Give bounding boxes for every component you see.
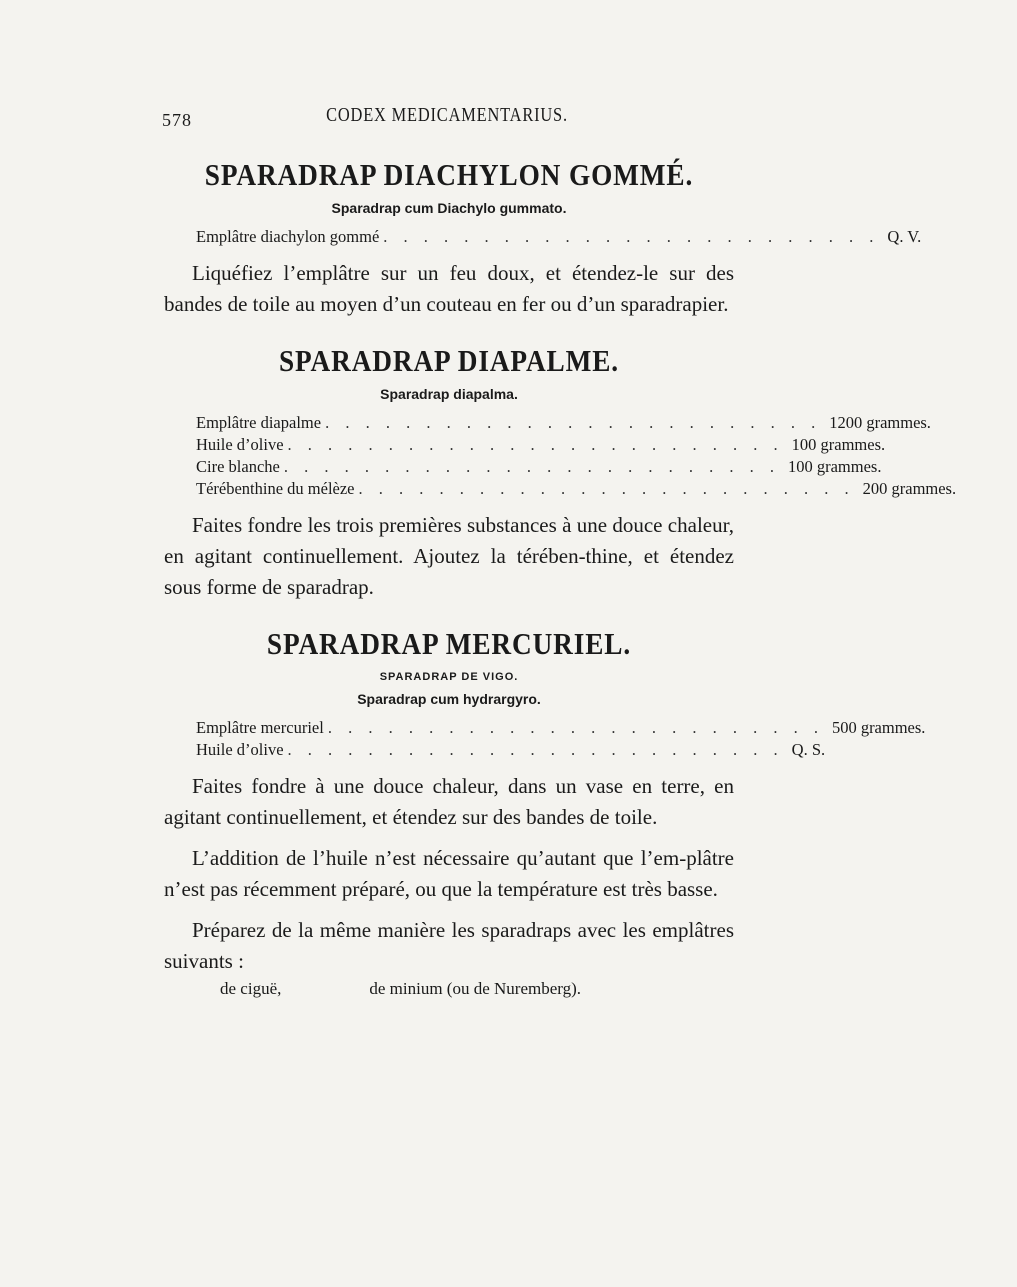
ingredient-row	[196, 717, 926, 739]
ingredient-qty: Q. S.	[791, 740, 826, 759]
ingredient-name: Térébenthine du mélèze	[196, 479, 355, 498]
emplatre-list	[220, 977, 734, 1001]
ingredient-name: Cire blanche	[196, 457, 280, 476]
paragraph: Liquéfiez l’emplâtre sur un feu doux, et étendez-le sur des bandes de toile au moyen d’un couteau en fer ou d’un sparadrapier.	[164, 261, 734, 316]
page-number: 578	[162, 110, 192, 130]
ingredient-name: Huile d’olive	[196, 435, 284, 454]
paragraph: Préparez de la même manière les sparadraps avec les emplâtres suivants :	[164, 918, 734, 973]
ingredient-name: Emplâtre diachylon gommé	[196, 227, 380, 246]
ingredient-row	[196, 226, 922, 248]
ingredient-qty: 100 grammes.	[791, 435, 886, 454]
ingredient-name: Huile d’olive	[196, 740, 284, 759]
ingredient-row	[196, 434, 886, 456]
ingredient-qty: Q. V.	[887, 227, 922, 246]
leader-dots: . . . . . . . . . . . . . . . . . . . . . . . . .	[283, 457, 780, 476]
leader-dots: . . . . . . . . . . . . . . . . . . . . . . . . .	[358, 479, 855, 498]
section-title: SPARADRAP DIAPALME.	[278, 343, 620, 378]
ingredient-name: Emplâtre diapalme	[196, 413, 322, 432]
paragraph: Faites fondre les trois premières substances à une douce chaleur, en agitant continuellement. Ajoutez la térében-thine, et étendez sous forme de sparadrap.	[164, 513, 734, 599]
page-content	[164, 156, 957, 1001]
section-mercuriel	[164, 625, 926, 1001]
ingredient-qty: 100 grammes.	[787, 457, 882, 476]
section-title: SPARADRAP DIACHYLON GOMMÉ.	[204, 157, 694, 192]
ingredient-row	[196, 456, 882, 478]
running-title: CODEX MEDICAMENTARIUS.	[326, 104, 568, 126]
latin-subtitle: Sparadrap cum Diachylo gummato.	[331, 200, 567, 216]
paragraph: Faites fondre à une douce chaleur, dans un vase en terre, en agitant continuellement, et étendez sur des bandes de toile.	[164, 774, 734, 829]
section-title: SPARADRAP MERCURIEL.	[266, 626, 632, 661]
ingredient-qty: 500 grammes.	[831, 718, 926, 737]
leader-dots: . . . . . . . . . . . . . . . . . . . . . . . . .	[287, 435, 784, 454]
ingredient-qty: 1200 grammes.	[829, 413, 931, 432]
leader-dots: . . . . . . . . . . . . . . . . . . . . . . . . .	[325, 413, 822, 432]
leader-dots: . . . . . . . . . . . . . . . . . . . . . . . . .	[327, 718, 824, 737]
ingredient-row	[196, 739, 826, 761]
running-head	[162, 104, 732, 132]
ingredient-row	[196, 478, 957, 500]
recipe-list	[196, 226, 922, 248]
section-diachylon	[164, 156, 922, 320]
recipe-list	[196, 412, 957, 500]
ingredient-row	[196, 412, 931, 434]
ingredient-name: Emplâtre mercuriel	[196, 718, 324, 737]
leader-dots: . . . . . . . . . . . . . . . . . . . . . . . . .	[383, 227, 880, 246]
paragraph: L’addition de l’huile n’est nécessaire qu’autant que l’em-plâtre n’est pas récemment préparé, ou que la température est très basse.	[164, 846, 734, 901]
list-item: de minium (ou de Nuremberg).	[369, 979, 582, 998]
list-item: de ciguë,	[220, 979, 282, 998]
section-diapalme	[164, 342, 957, 603]
ingredient-qty: 200 grammes.	[862, 479, 957, 498]
caps-subtitle: SPARADRAP DE VIGO.	[379, 671, 519, 683]
recipe-list	[196, 717, 926, 761]
leader-dots: . . . . . . . . . . . . . . . . . . . . . . . . .	[287, 740, 784, 759]
latin-subtitle: Sparadrap diapalma.	[380, 386, 518, 402]
latin-subtitle: Sparadrap cum hydrargyro.	[357, 691, 541, 707]
